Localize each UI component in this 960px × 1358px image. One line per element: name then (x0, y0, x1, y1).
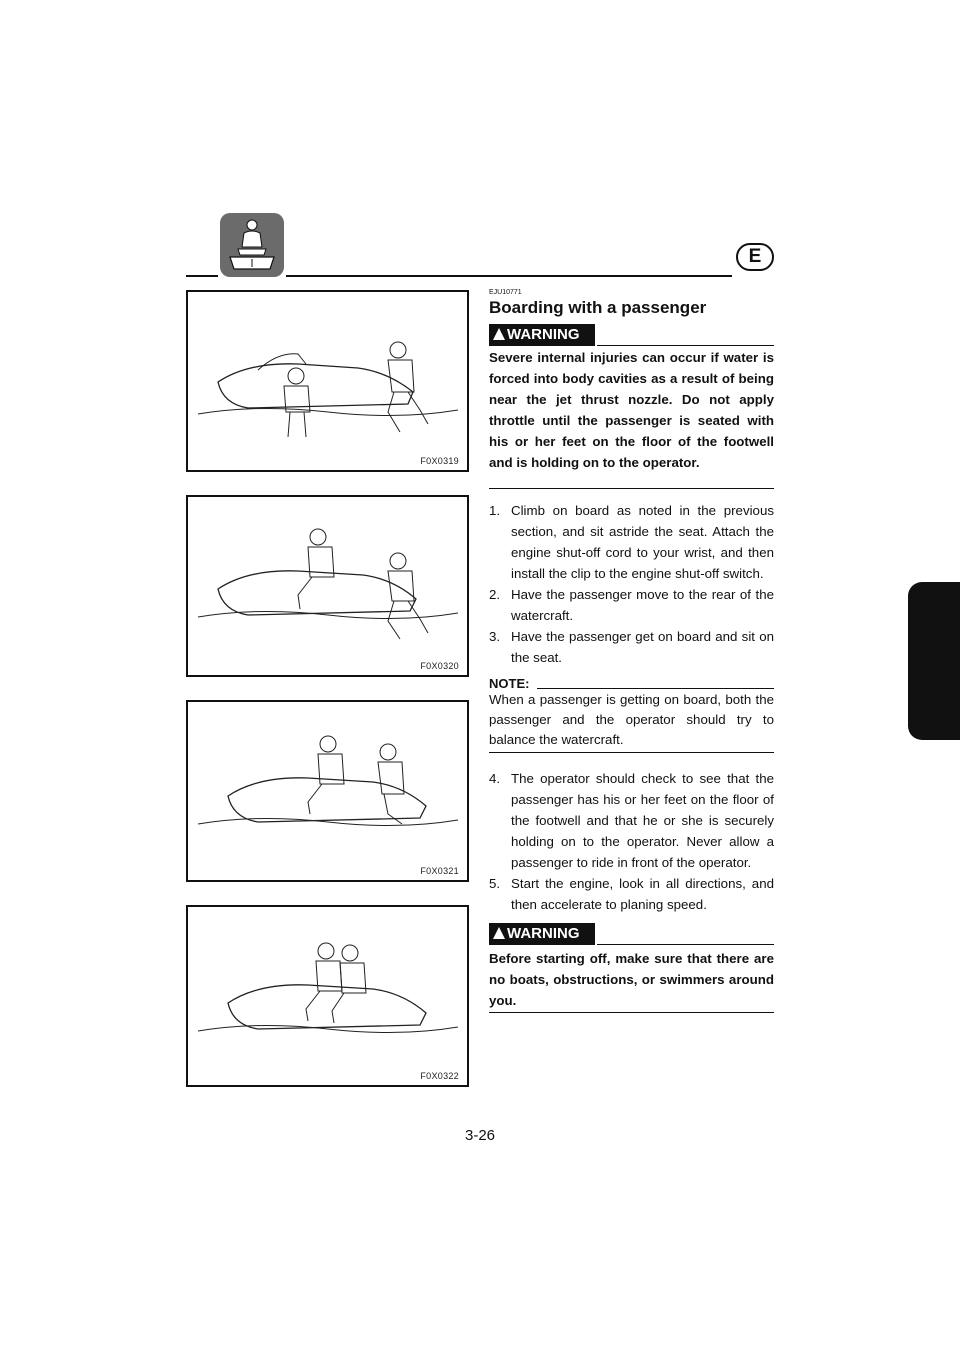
list-item: 1. Climb on board as noted in the previous section, and sit astride the seat. Attach the engine shut-off cord to your wrist, and then install the clip to the engine shut-off switch. (489, 503, 774, 581)
figure-3-illustration (188, 702, 467, 880)
note-end-rule (489, 752, 774, 753)
section-code: EJU10771 (489, 289, 522, 296)
figure-3 (186, 700, 469, 882)
note-rule (537, 688, 774, 689)
warning-end-rule-1 (489, 488, 774, 489)
warning-text-1: Severe internal injuries can occur if water is forced into body cavities as a result of being near the jet thrust nozzle. Do not apply throttle until the passenger is seated with his or her feet on the floor of the footwell and is holding on to the operator. (489, 350, 774, 470)
warning-rule (597, 345, 774, 346)
language-badge: E (736, 243, 774, 271)
steps-list-b (489, 768, 774, 915)
figure-2 (186, 495, 469, 677)
section-title: Boarding with a passenger (489, 298, 707, 317)
warning-badge (489, 324, 595, 346)
figure-4 (186, 905, 469, 1087)
warning-label: WARNING (507, 326, 580, 343)
figure-code: F0X0319 (420, 456, 459, 466)
list-item: 5. Start the engine, look in all directions, and then accelerate to planing speed. (489, 876, 774, 912)
list-item: 3. Have the passenger get on board and sit on the seat. (489, 629, 774, 665)
list-item: 2. Have the passenger move to the rear of the watercraft. (489, 587, 774, 623)
warning-end-rule-2 (489, 1012, 774, 1013)
figure-code: F0X0321 (420, 866, 459, 876)
note-label: NOTE: (489, 676, 530, 691)
figure-code: F0X0320 (420, 661, 459, 671)
warning-header-2 (489, 923, 774, 947)
list-item: 4. The operator should check to see that the passenger has his or her feet on the floor of the footwell and that he or she is securely holding on to the operator. Never allow a passenger to ride in front of the operator. (489, 771, 774, 870)
note-text: When a passenger is getting on board, both the passenger and the operator should try to balance the watercraft. (489, 692, 774, 747)
personal-watercraft-rider-icon (220, 213, 284, 277)
figure-1-illustration (188, 292, 467, 470)
warning-rule (597, 944, 774, 945)
header-rule-left (186, 275, 218, 277)
warning-header-1 (489, 324, 774, 348)
warning-triangle-icon (493, 328, 505, 340)
steps-list-a (489, 500, 774, 668)
chapter-tab (908, 582, 960, 740)
figure-1 (186, 290, 469, 472)
figure-code: F0X0322 (420, 1071, 459, 1081)
figure-4-illustration (188, 907, 467, 1085)
warning-text-2: Before starting off, make sure that there are no boats, obstructions, or swimmers around you. (489, 951, 774, 1008)
warning-triangle-icon (493, 927, 505, 939)
warning-badge (489, 923, 595, 945)
figure-2-illustration (188, 497, 467, 675)
header-rule-right (286, 275, 732, 277)
page-number: 3-26 (464, 1127, 496, 1144)
warning-label: WARNING (507, 925, 580, 942)
